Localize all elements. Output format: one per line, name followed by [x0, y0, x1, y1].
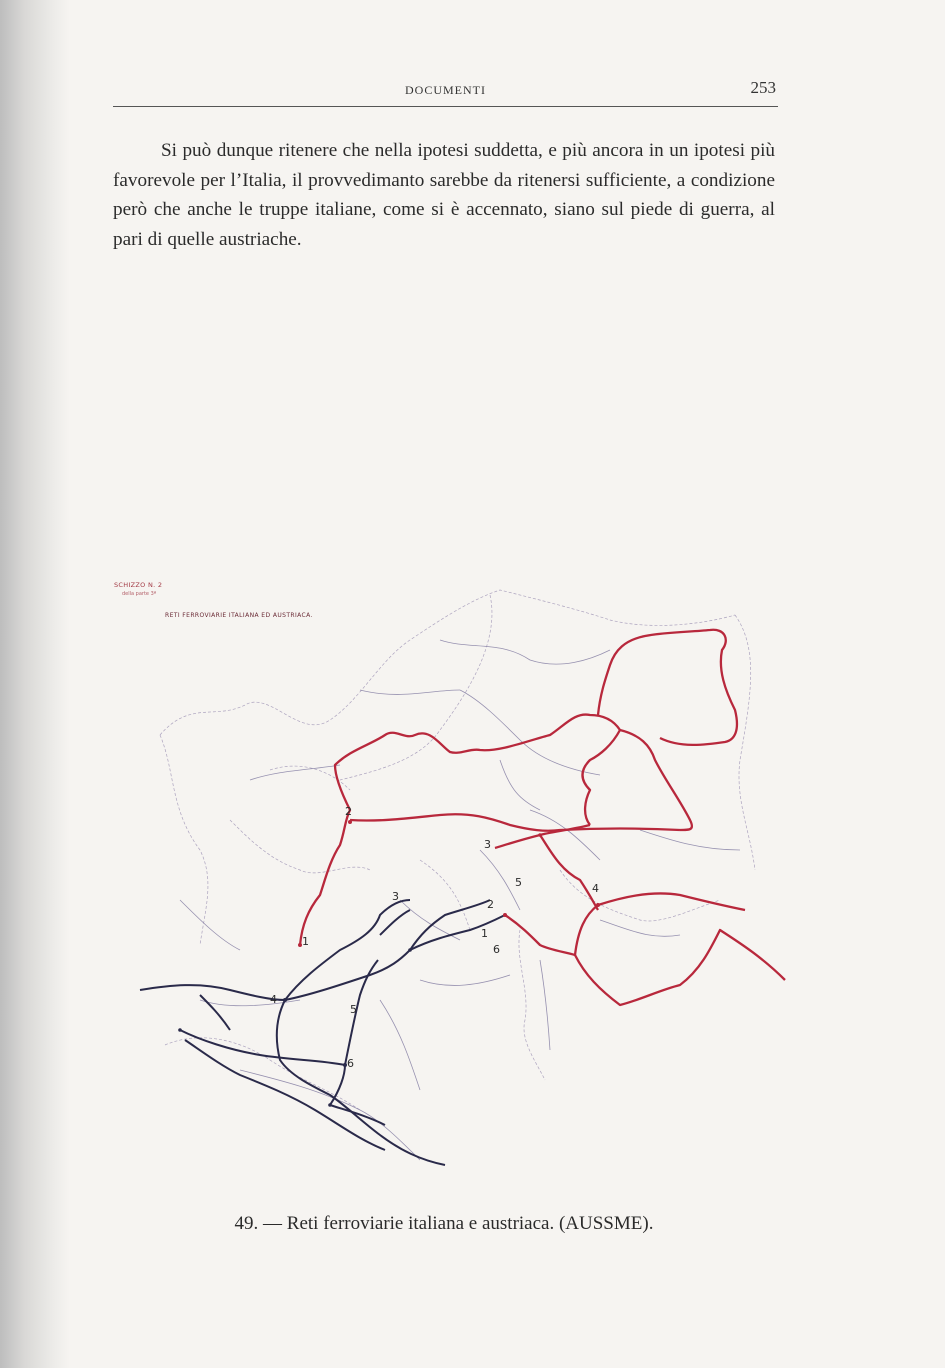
italian-railways: [140, 900, 505, 1165]
route-number: 6: [347, 1057, 354, 1070]
route-number: 1: [481, 927, 488, 940]
route-number: 6: [493, 943, 500, 956]
sketch-sublabel: della parte 3ª: [122, 591, 157, 597]
route-number: 1: [302, 935, 309, 948]
austrian-railways: [300, 630, 785, 1005]
minor-railways: [180, 640, 740, 1160]
running-head: DOCUMENTI: [405, 83, 486, 97]
route-number: 2: [487, 898, 494, 911]
route-number: 3: [484, 838, 491, 851]
route-number: 4: [592, 882, 599, 895]
route-numbers: [270, 805, 599, 1070]
route-number: 4: [270, 993, 277, 1006]
map-borders: [160, 590, 755, 1110]
page-number: 253: [750, 78, 776, 97]
body-paragraph: Si può dunque ritenere che nella ipotesi suddetta, e più ancora in un ipotesi più favorevole per l’Italia, il provvedimanto sarebbe da ritenersi sufficiente, a condizione però che anche le truppe italiane, come si è accennato, siano sul piede di guerra, al pari di quelle austriache.: [113, 140, 775, 250]
page-header: [113, 76, 778, 107]
figure-caption: 49. — Reti ferroviarie italiana e austriaca. (AUSSME).: [234, 1213, 654, 1234]
route-number: 3: [392, 890, 399, 903]
route-number: 2: [345, 805, 352, 818]
station-markers: [298, 820, 600, 947]
sketch-label: SCHIZZO N. 2: [114, 581, 163, 589]
route-number: 5: [350, 1003, 357, 1016]
route-number: 5: [515, 876, 522, 889]
railway-map: [100, 575, 800, 1175]
map-title: RETI FERROVIARIE ITALIANA ED AUSTRIACA.: [165, 612, 313, 619]
book-spine-shadow: [0, 0, 70, 1368]
